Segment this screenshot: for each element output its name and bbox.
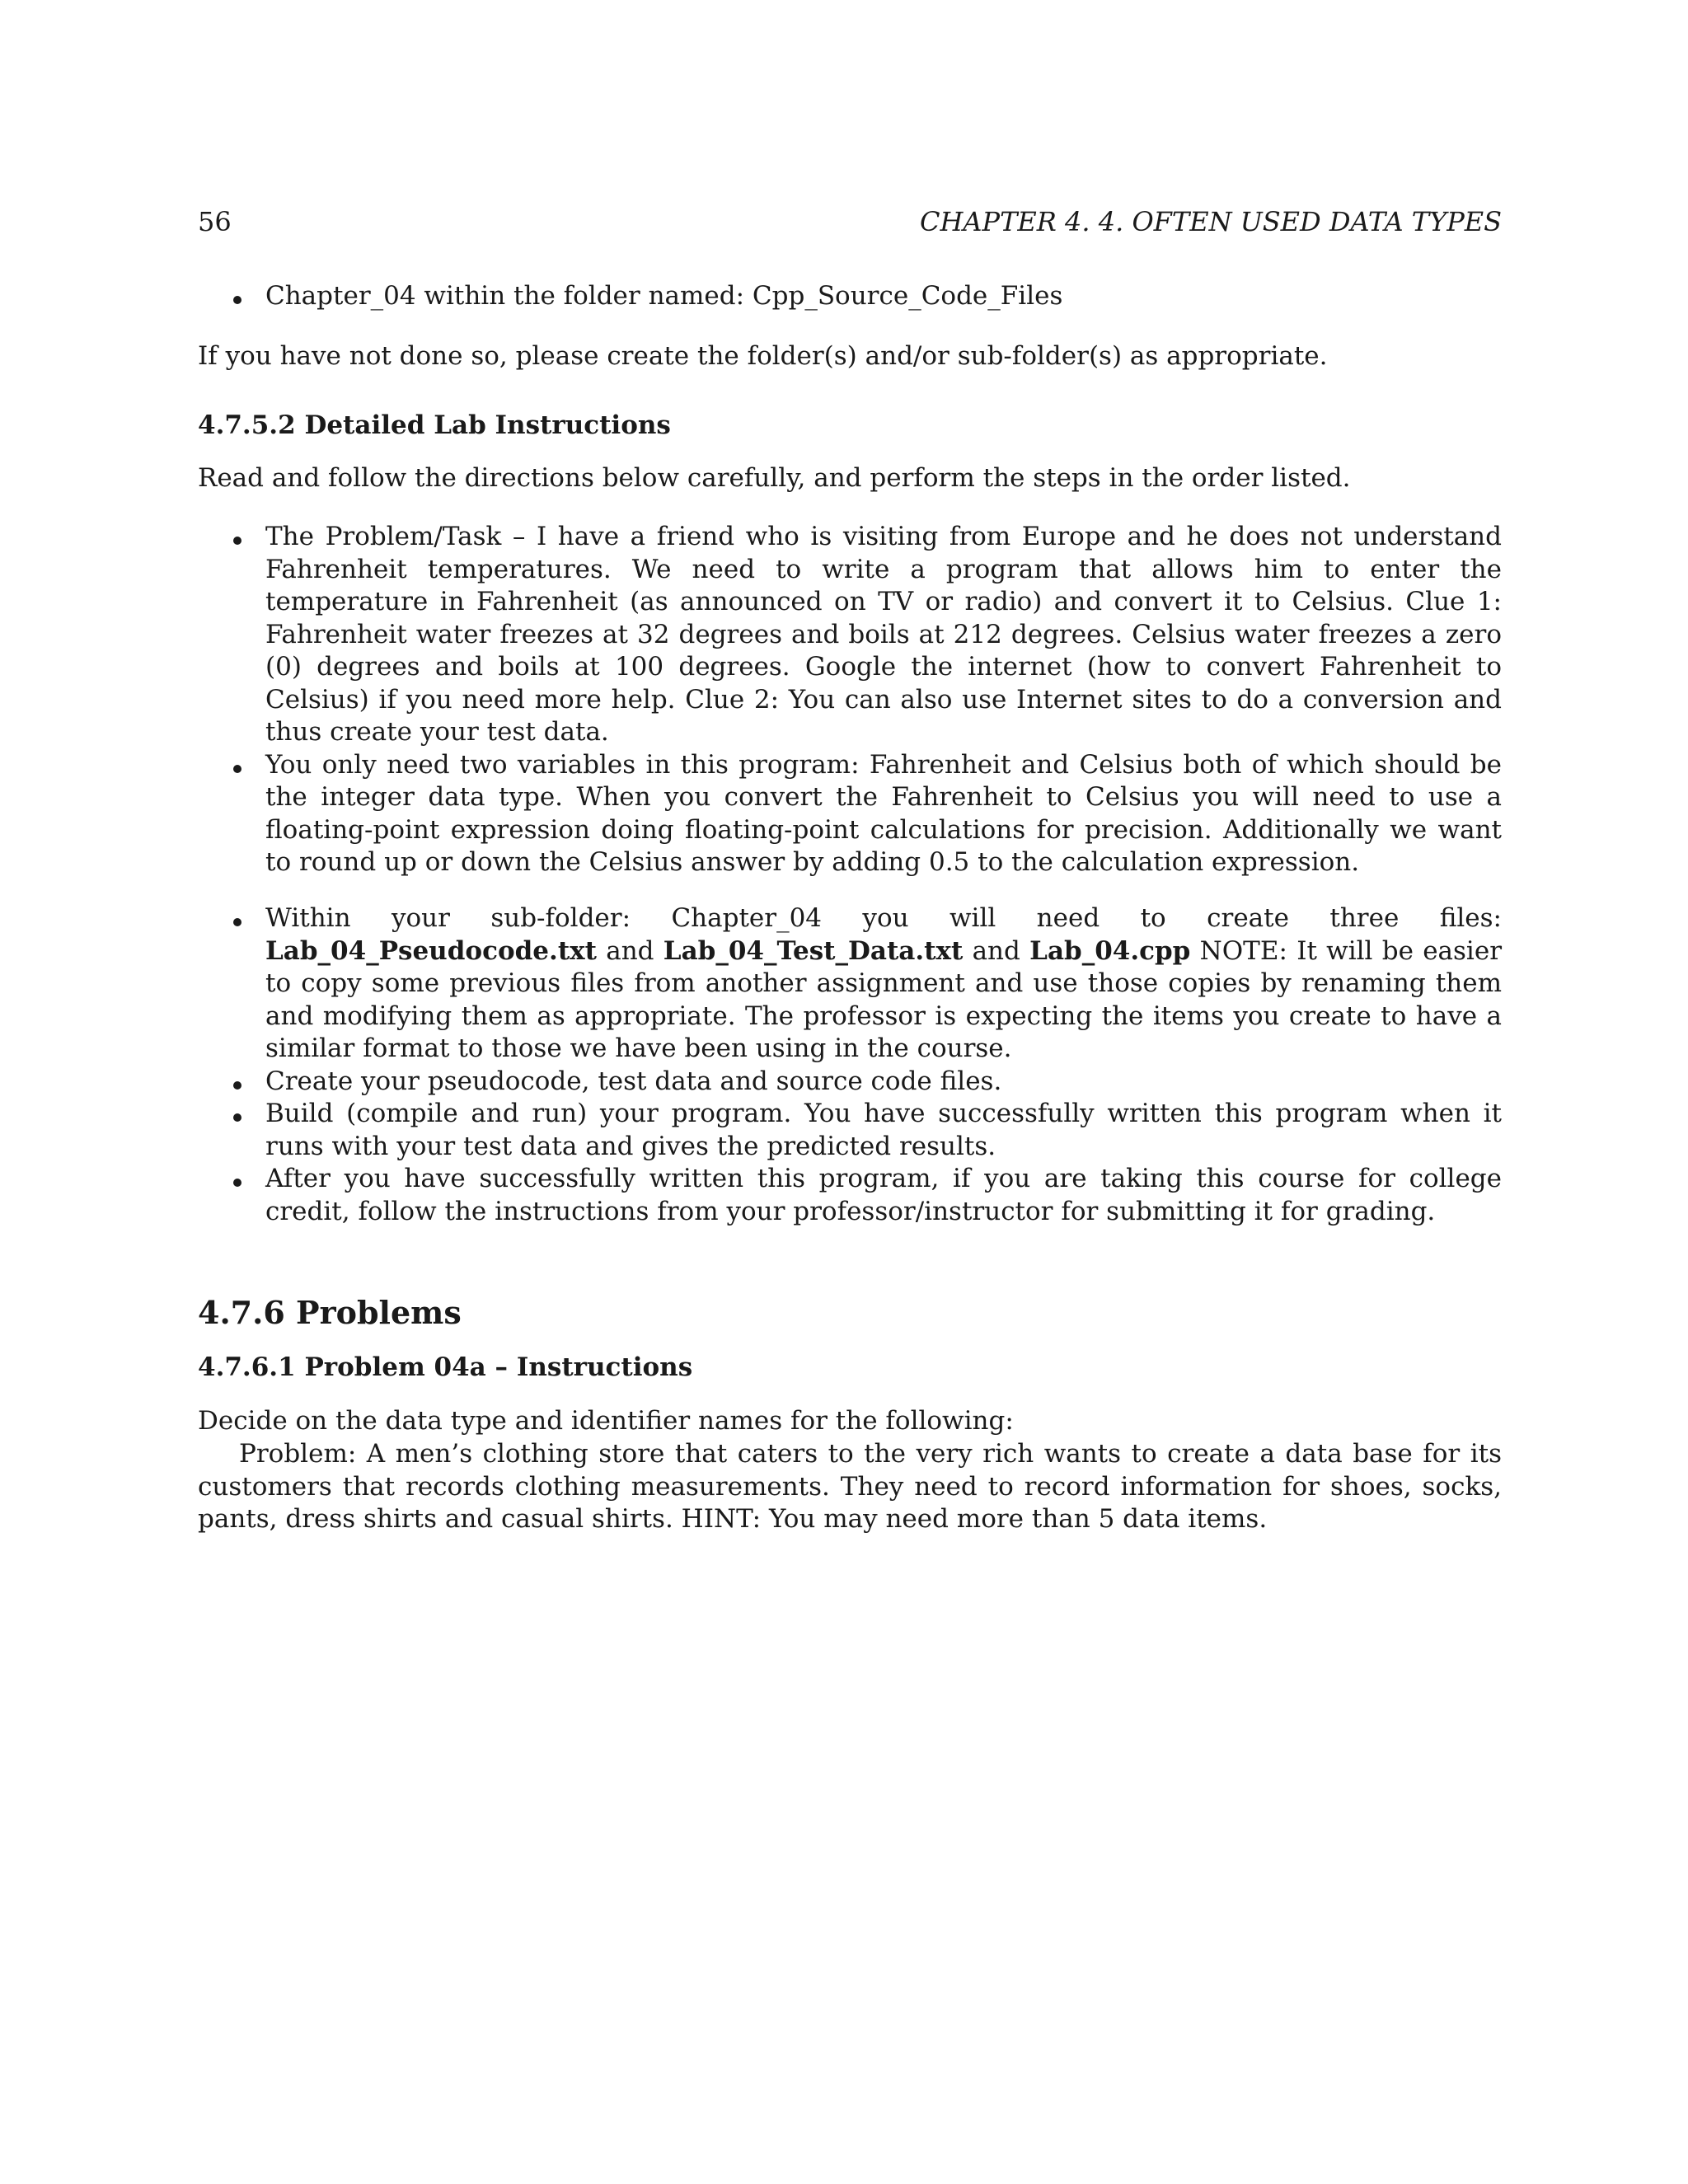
folder-note: If you have not done so, please create the folder(s) and/or sub-folder(s) as appropriate. [198, 341, 1328, 371]
list-item: Create your pseudocode, test data and source code files. [198, 1066, 1502, 1099]
list-item: The Problem/Task – I have a friend who is visiting from Europe and he does not understand Fahrenheit temperatures. We need to write a program that allows him to enter the temperature in Fahrenheit (as announced on TV or radio) and convert it to Celsius. Clue 1: Fahrenheit water freezes at 32 degrees and boils at 212 degrees. Celsius water freezes a zero (0) degrees and boils at 100 degrees. Google the internet (how to convert Fahrenheit to Celsius) if you need more help. Clue 2: You can also use Internet sites to do a conversion and thus create your test data. [198, 521, 1502, 749]
section-heading-4761: 4.7.6.1 Problem 04a – Instructions [198, 1352, 693, 1382]
problem-intro: Decide on the data type and identifier names for the following: [198, 1406, 1014, 1436]
list-item: Chapter_04 within the folder named: Cpp_Source_Code_Files [198, 280, 1502, 313]
running-header [198, 206, 1502, 239]
section-heading-476: 4.7.6 Problems [198, 1294, 462, 1331]
chapter-title: CHAPTER 4. 4. OFTEN USED DATA TYPES [920, 206, 1502, 237]
file-name: Lab_04.cpp [1029, 935, 1191, 966]
instructions-list-2 [198, 902, 1502, 1228]
section-intro: Read and follow the directions below carefully, and perform the steps in the order listed. [198, 463, 1351, 493]
files-lead: Within your sub-folder: Chapter_04 you will need to create three files: [265, 903, 1502, 933]
file-name: Lab_04_Pseudocode.txt [265, 935, 597, 966]
section-heading-4752: 4.7.5.2 Detailed Lab Instructions [198, 410, 671, 440]
list-item: Build (compile and run) your program. You have successfully written this program when it runs with your test data and gives the predicted results. [198, 1098, 1502, 1163]
list-item: After you have successfully written this program, if you are taking this course for college credit, follow the instructions from your professor/instructor for submitting it for grading. [198, 1163, 1502, 1228]
file-name: Lab_04_Test_Data.txt [663, 935, 964, 966]
list-item-files: Within your sub-folder: Chapter_04 you will need to create three files: Lab_04_Pseudocode.txt and Lab_04_Test_Data.txt and Lab_04.cpp NOTE: It will be easier to copy some previous files from another assignment and use those copies by renaming them and modifying them as appropriate. The professor is expecting the items you create to have a similar format to those we have been using in the course. [198, 902, 1502, 1066]
files-note: NOTE: It will be easier to copy some previous files from another assignment and use those copies by renaming them and modifying them as appropriate. The professor is expecting the items you create to have a similar format to those we have been using in the course. [265, 935, 1503, 1063]
instructions-list-1 [198, 521, 1502, 879]
page-number: 56 [198, 206, 232, 237]
list-item: You only need two variables in this program: Fahrenheit and Celsius both of which should be the integer data type. When you convert the Fahrenheit to Celsius you will need to use a floating-point expression doing floating-point calculations for precision. Additionally we want to round up or down the Celsius answer by adding 0.5 to the calculation expression. [198, 749, 1502, 879]
folder-list [198, 280, 1502, 313]
problem-text: Problem: A men’s clothing store that caters to the very rich wants to create a data base for its customers that records clothing measurements. They need to record information for shoes, socks, pants, dress shirts and casual shirts. HINT: You may need more than 5 data items. [198, 1439, 1502, 1534]
